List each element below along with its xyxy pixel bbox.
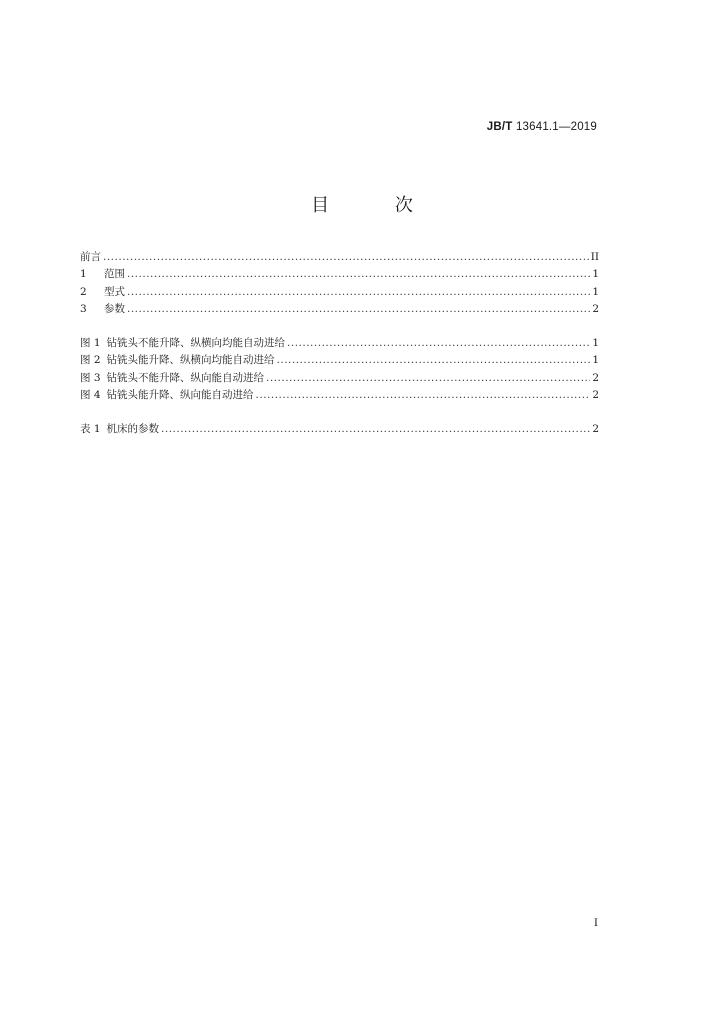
toc-entry-parameters[interactable]	[80, 301, 599, 318]
toc-entry-page: 2	[592, 389, 599, 402]
toc-entry-label	[80, 387, 254, 404]
toc-entry-page: 1	[592, 268, 599, 281]
standard-code	[487, 121, 597, 133]
standard-code-number: 13641.1—2019	[515, 121, 597, 133]
toc-entry-figure-1[interactable]	[80, 335, 599, 352]
toc-leader-dots	[127, 284, 590, 301]
toc-entry-text: 范围	[104, 268, 125, 281]
toc-entry-label	[80, 301, 125, 318]
toc-entry-figure-2[interactable]	[80, 352, 599, 369]
toc-entry-page: 1	[592, 354, 599, 367]
toc-leader-dots	[103, 249, 589, 266]
toc-sections	[80, 249, 599, 318]
toc-entry-label	[80, 352, 275, 369]
toc-entry-text: 钻铣头不能升降、纵向能自动进给	[106, 371, 265, 384]
toc-entry-type[interactable]	[80, 284, 599, 301]
toc-entry-text: 型式	[104, 285, 125, 298]
toc-leader-dots	[127, 266, 590, 283]
toc-entry-number: 图 4	[80, 389, 101, 402]
toc-tables	[80, 421, 599, 438]
toc-entry-text: 钻铣头能升降、纵横向均能自动进给	[106, 354, 275, 367]
toc-entry-label	[80, 266, 125, 283]
toc-leader-dots	[161, 421, 590, 438]
toc-entry-number: 图 2	[80, 354, 101, 367]
toc-entry-figure-3[interactable]	[80, 370, 599, 387]
table-of-contents	[80, 249, 599, 439]
toc-leader-dots	[127, 301, 590, 318]
toc-entry-label: 前言	[80, 251, 101, 263]
toc-entry-text: 机床的参数	[106, 423, 160, 436]
toc-entry-label	[80, 335, 285, 352]
toc-entry-label	[80, 421, 159, 438]
toc-entry-figure-4[interactable]	[80, 387, 599, 404]
standard-code-prefix: JB/T	[486, 121, 513, 133]
toc-entry-text: 钻铣头能升降、纵向能自动进给	[106, 389, 254, 402]
toc-entry-page: 2	[592, 423, 599, 436]
page-number: I	[593, 917, 598, 929]
toc-entry-foreword[interactable]	[80, 249, 599, 266]
toc-leader-dots	[287, 335, 590, 352]
toc-entry-page: II	[590, 251, 599, 263]
toc-leader-dots	[277, 352, 591, 369]
toc-entry-page: 1	[592, 337, 599, 350]
toc-entry-number: 2	[80, 285, 87, 298]
toc-entry-label	[80, 284, 125, 301]
toc-entry-label	[80, 370, 264, 387]
toc-leader-dots	[256, 387, 591, 404]
toc-entry-text: 钻铣头不能升降、纵横向均能自动进给	[106, 337, 286, 350]
toc-entry-number: 图 1	[80, 337, 101, 350]
toc-entry-number: 图 3	[80, 371, 101, 384]
toc-entry-text: 参数	[104, 302, 125, 315]
toc-entry-page: 2	[592, 371, 599, 384]
toc-entry-page: 2	[592, 302, 599, 315]
toc-entry-page: 1	[592, 285, 599, 298]
toc-entry-number: 表 1	[80, 423, 101, 436]
toc-entry-number: 3	[80, 302, 87, 315]
page-title: 目 次	[311, 195, 443, 216]
toc-entry-number: 1	[80, 268, 87, 281]
toc-entry-table-1[interactable]	[80, 421, 599, 438]
toc-leader-dots	[266, 370, 590, 387]
toc-entry-scope[interactable]	[80, 266, 599, 283]
toc-figures	[80, 335, 599, 404]
